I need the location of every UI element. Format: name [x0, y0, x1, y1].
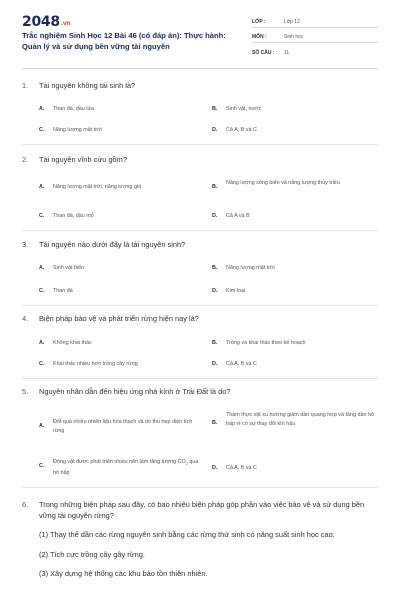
option-letter: B.	[212, 106, 218, 112]
option-text: Sinh vật, nước	[226, 106, 262, 112]
option-text: Năng lượng mặt trời, năng lượng gió	[53, 184, 142, 190]
question-4	[22, 314, 378, 324]
option-text: Sinh vật biển	[53, 265, 85, 271]
statement-item: (3) Xây dựng hệ thống các khu bảo tồn thiên nhiên.	[39, 568, 208, 578]
option-d[interactable]	[212, 360, 372, 369]
option-text: Kim loại	[226, 288, 246, 294]
logo-suffix: .vn	[60, 20, 71, 27]
question-5	[22, 387, 378, 397]
option-letter: C.	[39, 463, 45, 469]
option-letter: B.	[212, 184, 218, 190]
question-6	[22, 499, 378, 579]
option-b[interactable]	[212, 105, 372, 114]
logo-number: 2048	[22, 14, 60, 30]
question-text: Biện pháp bảo vệ và phát triển rừng hiện nay là?	[39, 314, 199, 323]
meta-row-subject	[252, 28, 378, 43]
option-letter: D.	[212, 213, 218, 219]
option-letter: A.	[39, 106, 45, 112]
option-text-subscript: 2	[185, 461, 188, 467]
question-text: Trong những biện pháp sau đây, có bao nhiêu biện pháp góp phần vào việc bảo vệ và sử dụng bền vững tài nguyên rừng?	[39, 500, 365, 521]
option-c[interactable]	[39, 212, 199, 221]
meta-key: MÔN :	[252, 34, 267, 40]
question-text: Nguyên nhân dẫn đến hiệu ứng nhà kính ở Trái Đất là do?	[39, 387, 231, 396]
option-a[interactable]	[39, 183, 199, 192]
question-number: 5.	[22, 387, 29, 396]
option-text: Cả A và B	[226, 213, 250, 219]
question-number: 3.	[22, 240, 29, 249]
question-number: 4.	[22, 314, 29, 323]
option-text: Thảm thực vật xu hướng giảm dần quang hợp và tăng dần hô hấp vì có sự thay đổi khí hậu	[226, 412, 374, 427]
option-text: Cả A, B và C	[226, 127, 257, 133]
option-letter: A.	[39, 265, 45, 271]
option-text-part: qua hô hấp	[53, 459, 199, 476]
option-d[interactable]	[212, 126, 372, 135]
option-a[interactable]	[39, 105, 199, 114]
option-text: Than đá, dầu lửa	[53, 106, 95, 112]
statement-item: (2) Tích cực trồng cây gây rừng.	[39, 549, 145, 559]
option-c[interactable]	[39, 287, 199, 296]
option-text: Than đá, dầu mỏ	[53, 213, 94, 219]
option-text	[53, 458, 205, 477]
option-b[interactable]	[212, 339, 378, 348]
page-header	[0, 0, 400, 66]
option-letter: D.	[212, 361, 218, 367]
statement-item: (1) Thay thế dần các rừng nguyên sinh bằng các rừng thứ sinh có năng suất sinh học cao.	[39, 530, 335, 540]
option-c[interactable]	[39, 360, 204, 369]
page-title: Trắc nghiệm Sinh Học 12 Bài 46 (có đáp án): Thực hành: Quản lý và sử dụng bền vững tài nguyên	[22, 31, 226, 51]
option-b[interactable]	[212, 411, 378, 428]
option-text: Khai thác nhiều hơn trồng cây rừng	[53, 361, 138, 367]
meta-row-class	[252, 13, 378, 28]
option-letter: B.	[212, 265, 218, 271]
question-text: Tài nguyên nào dưới đây là tái nguyên sinh?	[39, 240, 186, 249]
option-letter: B.	[212, 420, 218, 426]
option-d[interactable]	[212, 464, 372, 473]
option-text: Năng lượng sóng biển và năng lượng thủy triều	[226, 180, 340, 186]
meta-key: SỐ CÂU :	[252, 50, 275, 56]
option-a[interactable]	[39, 339, 199, 348]
option-text: Than đá	[53, 288, 73, 294]
option-c[interactable]	[39, 458, 205, 477]
question-text: Tài nguyên không tái sinh là?	[39, 81, 136, 90]
question-number: 6.	[22, 500, 29, 509]
option-c[interactable]	[39, 126, 199, 135]
header-divider	[22, 68, 378, 69]
question-divider	[22, 144, 378, 145]
option-a[interactable]	[39, 264, 199, 273]
meta-info	[252, 13, 378, 58]
question-number: 2.	[22, 155, 29, 164]
question-3	[22, 240, 378, 250]
question-text: Tài nguyên vĩnh cửu gồm?	[39, 155, 127, 164]
option-letter: C.	[39, 361, 45, 367]
question-divider	[22, 305, 378, 306]
option-text: Năng lượng mặt trời	[53, 127, 102, 133]
option-letter: D.	[212, 127, 218, 133]
option-letter: D.	[212, 288, 218, 294]
question-1	[22, 81, 378, 91]
option-text: Không khai thác	[53, 340, 92, 346]
option-letter: C.	[39, 127, 45, 133]
option-text: Đốt quá nhiều nhiên liệu hóa thạch và do thu hẹp diện tích rừng	[53, 419, 193, 434]
meta-key: LỚP :	[252, 19, 266, 25]
option-letter: B.	[212, 340, 218, 346]
option-letter: C.	[39, 213, 45, 219]
option-letter: A.	[39, 340, 45, 346]
meta-row-count	[252, 43, 378, 58]
question-divider	[22, 378, 378, 379]
question-2	[22, 155, 378, 165]
meta-value: Lớp 12	[284, 19, 300, 25]
option-letter: A.	[39, 423, 45, 429]
option-d[interactable]	[212, 212, 372, 221]
question-divider	[22, 487, 378, 488]
option-letter: A.	[39, 184, 45, 190]
option-b[interactable]	[212, 264, 372, 273]
option-letter: C.	[39, 288, 45, 294]
option-text: Cả A, B và C	[226, 361, 257, 367]
question-number: 1.	[22, 81, 29, 90]
option-d[interactable]	[212, 287, 372, 296]
option-text: Trồng và khai thác theo kế hoạch	[226, 340, 306, 346]
option-text-part: Động vật được phát triển nhiều nên làm tăng lượng CO	[53, 459, 186, 465]
option-a[interactable]	[39, 418, 205, 435]
option-text: Năng lượng mặt trời	[226, 265, 275, 271]
question-divider	[22, 230, 378, 231]
site-logo[interactable]	[22, 14, 70, 30]
meta-value: Sinh học	[284, 34, 304, 40]
option-letter: D.	[212, 465, 218, 471]
meta-value: 11	[284, 50, 290, 56]
option-text: Cả A, B và C	[226, 465, 257, 471]
option-b[interactable]	[212, 179, 378, 192]
